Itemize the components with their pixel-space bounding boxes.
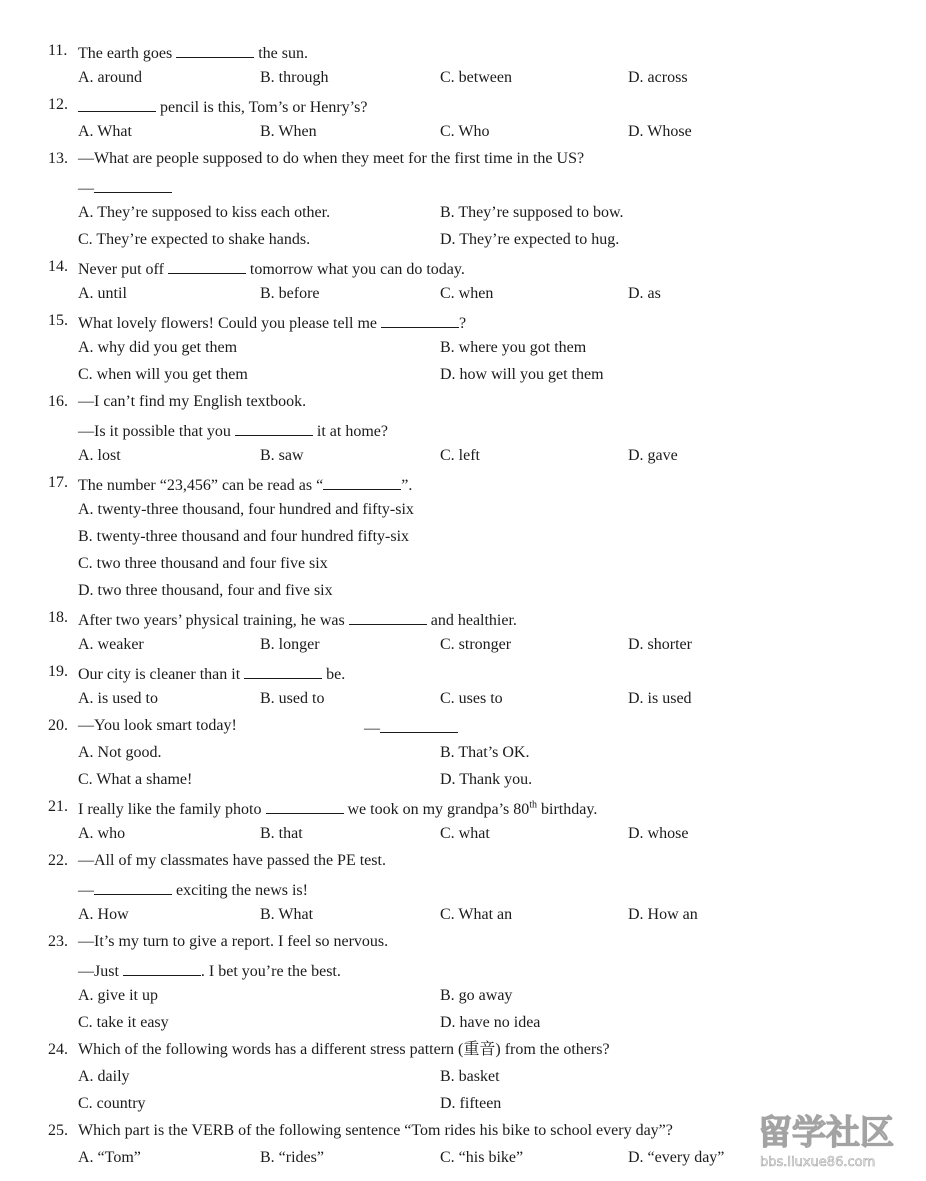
question-number: 12. [48, 96, 68, 113]
option-a: A. is used to [78, 690, 158, 707]
svg-text:bbs.liuxue86.com: bbs.liuxue86.com [760, 1155, 876, 1170]
question-stem: —I can’t find my English textbook. [78, 393, 307, 410]
option-c: C. “his bike” [440, 1149, 524, 1166]
option-d: D. is used [628, 690, 692, 707]
option-a: A. around [78, 69, 142, 86]
option-a: A. Not good. [78, 744, 162, 761]
option-a: A. “Tom” [78, 1149, 141, 1166]
option-b: B. twenty-three thousand and four hundred fifty-six [78, 528, 410, 545]
option-c: C. What a shame! [78, 771, 193, 788]
option-c: C. two three thousand and four five six [78, 555, 328, 572]
question-stem: —All of my classmates have passed the PE test. [78, 852, 386, 869]
answer-blank [94, 178, 172, 193]
option-d: D. whose [628, 825, 689, 842]
option-b: B. through [260, 69, 329, 86]
option-d: D. have no idea [440, 1014, 541, 1031]
question-stem: After two years’ physical training, he was and healthier. [78, 612, 517, 629]
question-stem: What lovely flowers! Could you please tell me ? [78, 315, 467, 332]
option-a: A. give it up [78, 987, 158, 1004]
option-b: B. What [260, 906, 314, 923]
option-d: D. They’re expected to hug. [440, 231, 620, 248]
option-d: D. fifteen [440, 1095, 502, 1112]
option-a: A. until [78, 285, 127, 302]
question-stem: —What are people supposed to do when they meet for the first time in the US? [78, 150, 585, 167]
response-line: — [364, 718, 458, 737]
option-b: B. used to [260, 690, 325, 707]
option-b: B. saw [260, 447, 304, 464]
question-stem: I really like the family photo we took on my grandpa’s 80th birthday. [78, 799, 598, 818]
question-number: 20. [48, 717, 68, 734]
option-b: B. When [260, 123, 317, 140]
option-c: C. What an [440, 906, 513, 923]
option-b: B. That’s OK. [440, 744, 530, 761]
option-c: C. country [78, 1095, 146, 1112]
option-b: B. before [260, 285, 320, 302]
question-number: 13. [48, 150, 68, 167]
option-c: C. what [440, 825, 490, 842]
option-d: D. as [628, 285, 661, 302]
option-a: A. twenty-three thousand, four hundred and fifty-six [78, 501, 414, 518]
option-c: C. uses to [440, 690, 503, 707]
option-a: A. How [78, 906, 129, 923]
question-number: 14. [48, 258, 68, 275]
answer-blank [235, 421, 313, 436]
option-d: D. How an [628, 906, 698, 923]
question-number: 23. [48, 933, 68, 950]
option-a: A. who [78, 825, 126, 842]
question-number: 25. [48, 1122, 68, 1139]
option-b: B. “rides” [260, 1149, 324, 1166]
question-number: 19. [48, 663, 68, 680]
option-c: C. They’re expected to shake hands. [78, 231, 311, 248]
option-b: B. They’re supposed to bow. [440, 204, 624, 221]
answer-blank [176, 43, 254, 58]
question-number: 21. [48, 798, 68, 815]
question-stem: pencil is this, Tom’s or Henry’s? [78, 97, 367, 116]
answer-blank [323, 475, 401, 490]
option-c: C. when will you get them [78, 366, 248, 383]
answer-blank [168, 259, 246, 274]
option-c: C. stronger [440, 636, 512, 653]
option-d: D. “every day” [628, 1149, 725, 1166]
answer-blank [244, 664, 322, 679]
question-stem: The earth goes the sun. [78, 45, 308, 62]
option-a: A. weaker [78, 636, 144, 653]
answer-blank [123, 961, 201, 976]
option-c: C. when [440, 285, 494, 302]
answer-blank [78, 97, 156, 112]
question-stem: Our city is cleaner than it be. [78, 666, 346, 683]
option-b: B. where you got them [440, 339, 587, 356]
option-a: A. lost [78, 447, 121, 464]
svg-text:留学社区: 留学社区 [758, 1113, 894, 1153]
question-number: 24. [48, 1041, 68, 1058]
option-a: A. What [78, 123, 132, 140]
answer-blank [266, 799, 344, 814]
option-c: C. Who [440, 123, 490, 140]
option-b: B. basket [440, 1068, 500, 1085]
option-d: D. gave [628, 447, 678, 464]
question-stem: Which part is the VERB of the following sentence “Tom rides his bike to school every day”? [78, 1122, 673, 1139]
answer-blank [94, 880, 172, 895]
option-d: D. shorter [628, 636, 692, 653]
option-a: A. They’re supposed to kiss each other. [78, 204, 331, 221]
option-c: C. left [440, 447, 480, 464]
option-d: D. how will you get them [440, 366, 604, 383]
option-d: D. Whose [628, 123, 692, 140]
option-c: C. take it easy [78, 1014, 169, 1031]
question-number: 16. [48, 393, 68, 410]
question-stem: Never put off tomorrow what you can do today. [78, 261, 465, 278]
question-number: 11. [48, 42, 68, 59]
question-stem: —You look smart today! [78, 717, 237, 734]
question-number: 22. [48, 852, 68, 869]
option-a: A. daily [78, 1068, 130, 1085]
question-stem: —It’s my turn to give a report. I feel so nervous. [78, 933, 389, 950]
option-a: A. why did you get them [78, 339, 238, 356]
option-b: B. that [260, 825, 303, 842]
question-number: 15. [48, 312, 68, 329]
watermark-logo [752, 1106, 920, 1174]
question-stem: Which of the following words has a different stress pattern (重音) from the others? [78, 1041, 610, 1058]
question-number: 18. [48, 609, 68, 626]
question-number: 17. [48, 474, 68, 491]
option-d: D. across [628, 69, 688, 86]
option-b: B. go away [440, 987, 513, 1004]
answer-blank [381, 313, 459, 328]
option-b: B. longer [260, 636, 320, 653]
option-c: C. between [440, 69, 512, 86]
option-d: D. Thank you. [440, 771, 533, 788]
answer-blank [380, 718, 458, 733]
answer-blank [349, 610, 427, 625]
option-d: D. two three thousand, four and five six [78, 582, 333, 599]
question-stem: The number “23,456” can be read as “ ”. [78, 477, 413, 494]
